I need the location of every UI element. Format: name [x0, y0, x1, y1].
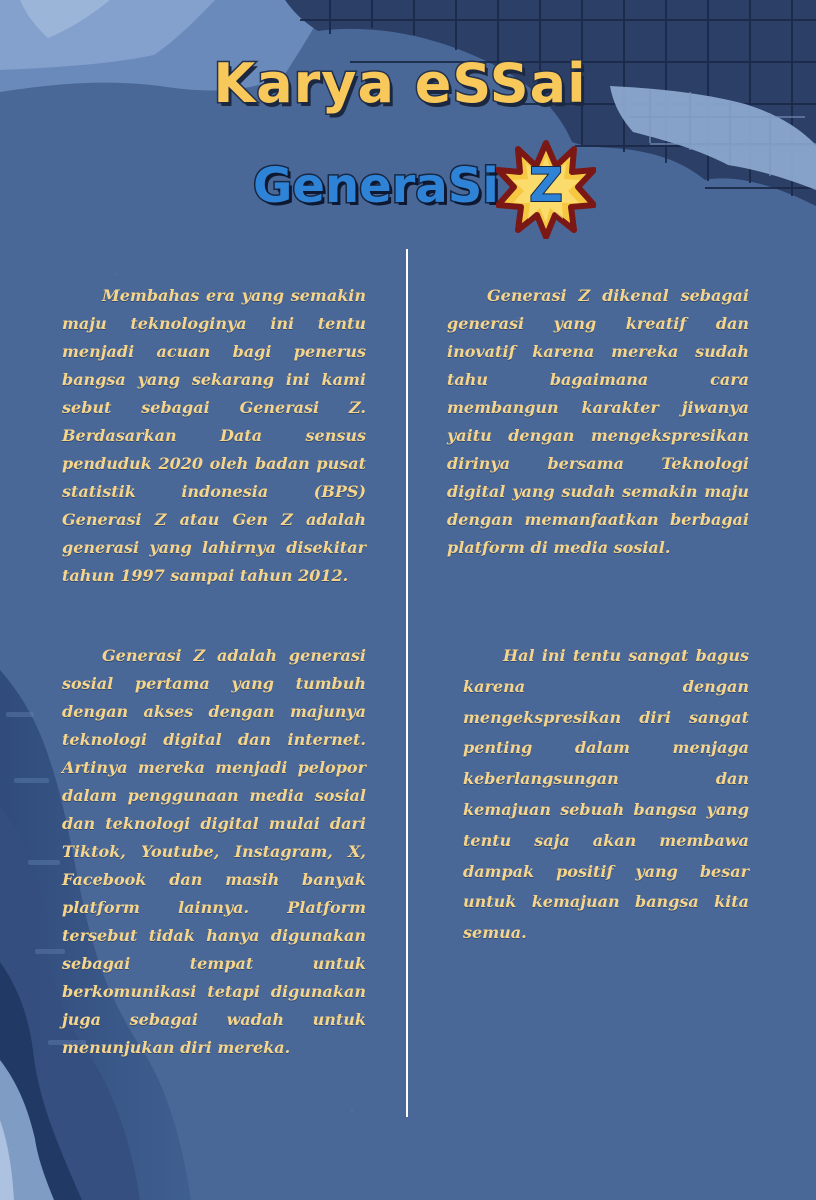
essay-paragraph-social-generation: Generasi Z adalah generasi sosial pertama yang tumbuh dengan akses dengan majunya teknologi digital dan internet. Artinya mereka menjadi pelopor dalam penggunaan media sosial dan teknologi digital mulai dari Tiktok, Youtube, Instagram, X, Facebook dan masih banyak platform lainnya. Platform tersebut tidak hanya digunakan sebagai tempat untuk berkomunikasi tetapi digunakan juga sebagai wadah untuk menunjukan diri mereka. [62, 646, 366, 1057]
essay-title-generasi-z [248, 150, 608, 240]
generasi-title-text: GeneraSi [253, 158, 499, 214]
essay-title-karya-essai: Karya eSSai [213, 52, 587, 115]
generasi-z-letter: Z [529, 158, 563, 212]
essay-paragraph-creative-generation: Generasi Z dikenal sebagai generasi yang kreatif dan inovatif karena mereka sudah tahu bagaimana cara membangun karakter jiwanya yaitu dengan mengekspresikan dirinya bersama Teknologi digital yang sudah semakin maju dengan memanfaatkan berbagai platform di media sosial. [447, 286, 749, 557]
column-divider [406, 249, 408, 1117]
essay-paragraph-intro: Membahas era yang semakin maju teknologinya ini tentu menjadi acuan bagi penerus bangsa yang sekarang ini kami sebut sebagai Generasi Z. Berdasarkan Data sensus penduduk 2020 oleh badan pusat statistik indonesia (BPS) Generasi Z atau Gen Z adalah generasi yang lahirnya disekitar tahun 1997 sampai tahun 2012. [62, 286, 366, 585]
essay-paragraph-conclusion: Hal ini tentu sangat bagus karena dengan mengekspresikan diri sangat penting dalam menjaga keberlangsungan dan kemajuan sebuah bangsa yang tentu saja akan membawa dampak positif yang besar untuk kemajuan bangsa kita semua. [463, 646, 749, 943]
